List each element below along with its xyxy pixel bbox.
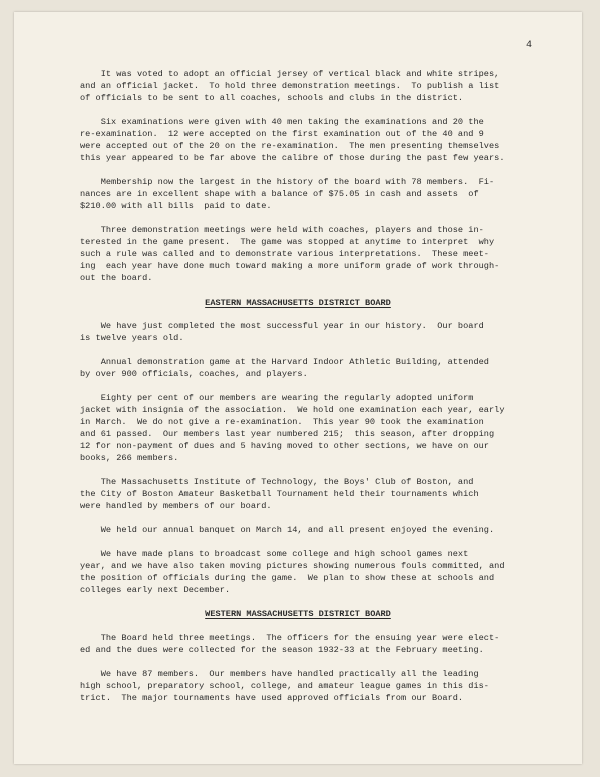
paragraph-eastern-banquet: We held our annual banquet on March 14, and all present enjoyed the evening. bbox=[80, 525, 495, 535]
page-number: 4 bbox=[525, 40, 532, 51]
paragraph-demonstrations: Three demonstration meetings were held with coaches, players and those in- terested in the game present. The game was stopped at anytime to interpret why such a rule was called and to demonstrate various interpretations. These meet- ing each year have done much toward making a more uniform grade of work through- out the board. bbox=[80, 225, 500, 283]
paragraph-membership: Membership now the largest in the history of the board with 78 members. Fi- nances are in excellent shape with a balance of $75.05 in cash and assets of $210.00 with all bills paid to date. bbox=[80, 177, 495, 211]
paragraph-jersey: It was voted to adopt an official jersey of vertical black and white stripes, and an official jacket. To hold three demonstration meetings. To publish a list of officials to be sent to all coaches, schools and clubs in the district. bbox=[80, 69, 500, 103]
paragraph-eastern-tournaments: The Massachusetts Institute of Technology, the Boys' Club of Boston, and the City of Boston Amateur Basketball Tournament held their tournaments which were handled by members of our board. bbox=[80, 477, 479, 511]
paragraph-eastern-demo-game: Annual demonstration game at the Harvard Indoor Athletic Building, attended by over 900 officials, coaches, and players. bbox=[80, 357, 489, 379]
document-page bbox=[14, 12, 582, 764]
eastern-heading: EASTERN MASSACHUSETTS DISTRICT BOARD bbox=[205, 298, 391, 308]
paragraph-eastern-uniform: Eighty per cent of our members are wearing the regularly adopted uniform jacket with insignia of the association. We hold one examination each year, early in March. We do not give a re-examination. This year 90 took the examination and 61 passed. Our members last year numbered 215; this season, after dropping 12 for non-payment of dues and 5 having moved to other sections, we have on our books, 266 members. bbox=[80, 393, 505, 463]
paragraph-western-meetings: The Board held three meetings. The officers for the ensuing year were elect- ed and the dues were collected for the season 1932-33 at the February meeting. bbox=[80, 633, 500, 655]
paragraph-eastern-history: We have just completed the most successful year in our history. Our board is twelve years old. bbox=[80, 321, 484, 343]
paragraph-examinations: Six examinations were given with 40 men taking the examinations and 20 the re-examination. 12 were accepted on the first examination out of the 40 and 9 were accepted out of the 20 on the re-examination. The men presenting themselves this year appeared to be far above the calibre of those during the past few years. bbox=[80, 117, 505, 163]
western-heading: WESTERN MASSACHUSETTS DISTRICT BOARD bbox=[205, 609, 391, 619]
paragraph-eastern-broadcast: We have made plans to broadcast some college and high school games next year, and we have also taken moving pictures showing numerous fouls committed, and the position of officials during the game. We plan to show these at schools and colleges early next December. bbox=[80, 549, 505, 595]
paragraph-western-members: We have 87 members. Our members have handled practically all the leading high school, preparatory school, college, and amateur league games in this dis- trict. The major tournaments have used approved officials from our Board. bbox=[80, 669, 489, 703]
